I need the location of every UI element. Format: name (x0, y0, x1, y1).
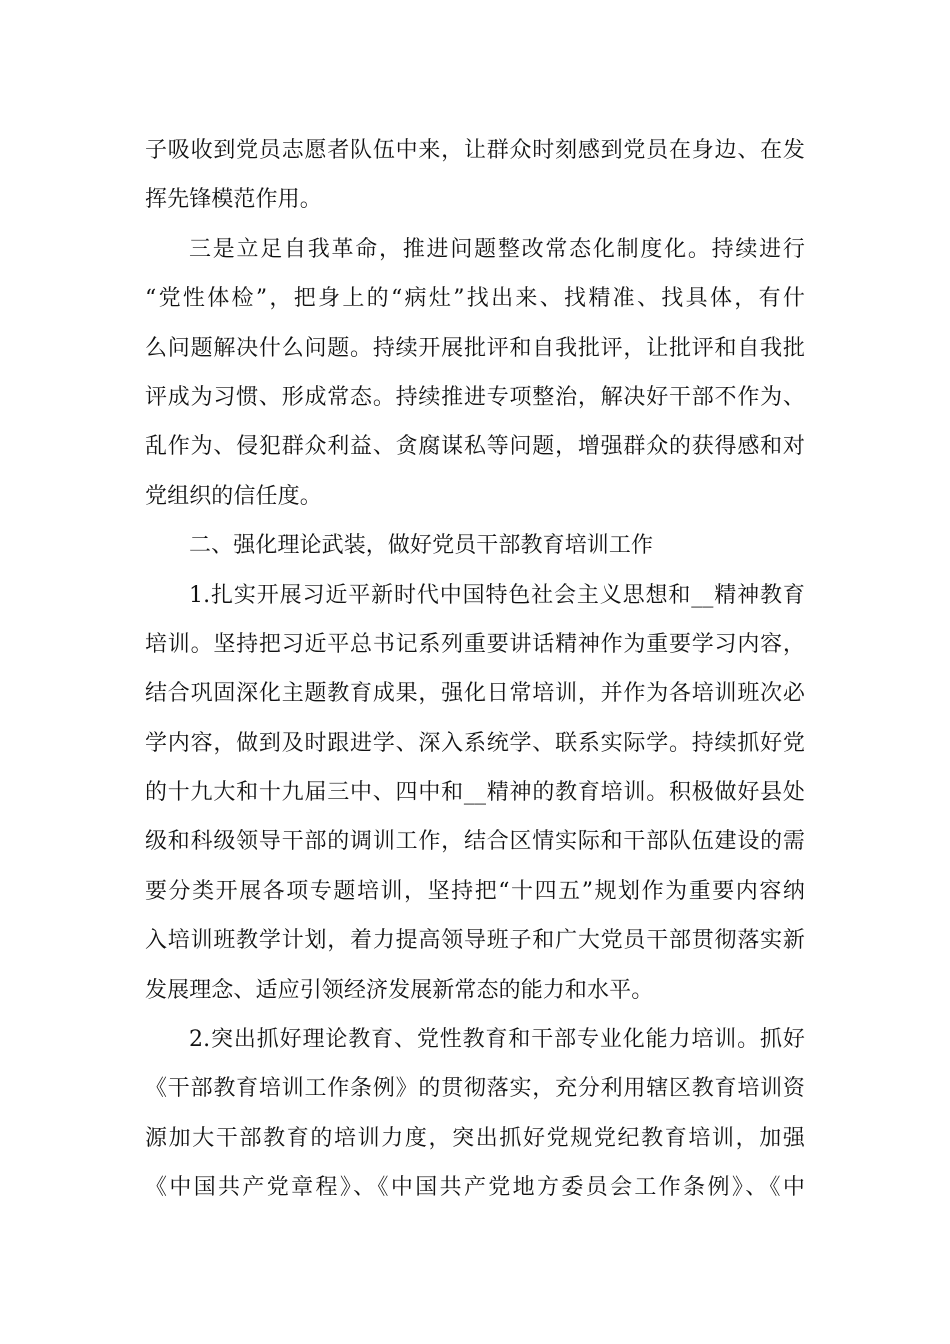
text-line: 结合巩固深化主题教育成果，强化日常培训，并作为各培训班次必 (145, 681, 805, 707)
text-line: 党组织的信任度。 (145, 483, 322, 509)
text-line: 学内容，做到及时跟进学、深入系统学、联系实际学。持续抓好党 (145, 730, 805, 756)
text-line: 乱作为、侵犯群众利益、贪腐谋私等问题，增强群众的获得感和对 (145, 434, 805, 460)
text-line: 2.突出抓好理论教育、党性教育和干部专业化能力培训。抓好 (189, 1027, 805, 1053)
text-line: 《中国共产党章程》、《中国共产党地方委员会工作条例》、《中 (145, 1175, 805, 1201)
text-line: 发展理念、适应引领经济发展新常态的能力和水平。 (145, 977, 654, 1003)
text-line: 么问题解决什么问题。持续开展批评和自我批评，让批评和自我批 (145, 335, 805, 361)
text-line: 要分类开展各项专题培训，坚持把“十四五”规划作为重要内容纳 (145, 878, 805, 904)
text-line: 源加大干部教育的培训力度，突出抓好党规党纪教育培训，加强 (145, 1125, 805, 1151)
text-line: 培训。坚持把习近平总书记系列重要讲话精神作为重要学习内容， (145, 631, 805, 657)
document-page (145, 126, 805, 1213)
text-line: 1.扎实开展习近平新时代中国特色社会主义思想和__精神教育 (189, 582, 805, 608)
text-line: 《干部教育培训工作条例》的贯彻落实，充分利用辖区教育培训资 (145, 1076, 805, 1102)
text-line: 评成为习惯、形成常态。持续推进专项整治，解决好干部不作为、 (145, 384, 805, 410)
text-line: 入培训班教学计划，着力提高领导班子和广大党员干部贯彻落实新 (145, 928, 805, 954)
text-line: “党性体检”，把身上的“病灶”找出来、找精准、找具体，有什 (145, 286, 805, 312)
text-line: 三是立足自我革命，推进问题整改常态化制度化。持续进行 (189, 236, 805, 262)
text-line: 级和科级领导干部的调训工作，结合区情实际和干部队伍建设的需 (145, 829, 805, 855)
text-line: 的十九大和十九届三中、四中和__精神的教育培训。积极做好县处 (145, 780, 805, 806)
text-line: 挥先锋模范作用。 (145, 187, 322, 213)
text-line: 二、强化理论武装，做好党员干部教育培训工作 (189, 533, 654, 559)
text-line: 子吸收到党员志愿者队伍中来，让群众时刻感到党员在身边、在发 (145, 138, 805, 163)
